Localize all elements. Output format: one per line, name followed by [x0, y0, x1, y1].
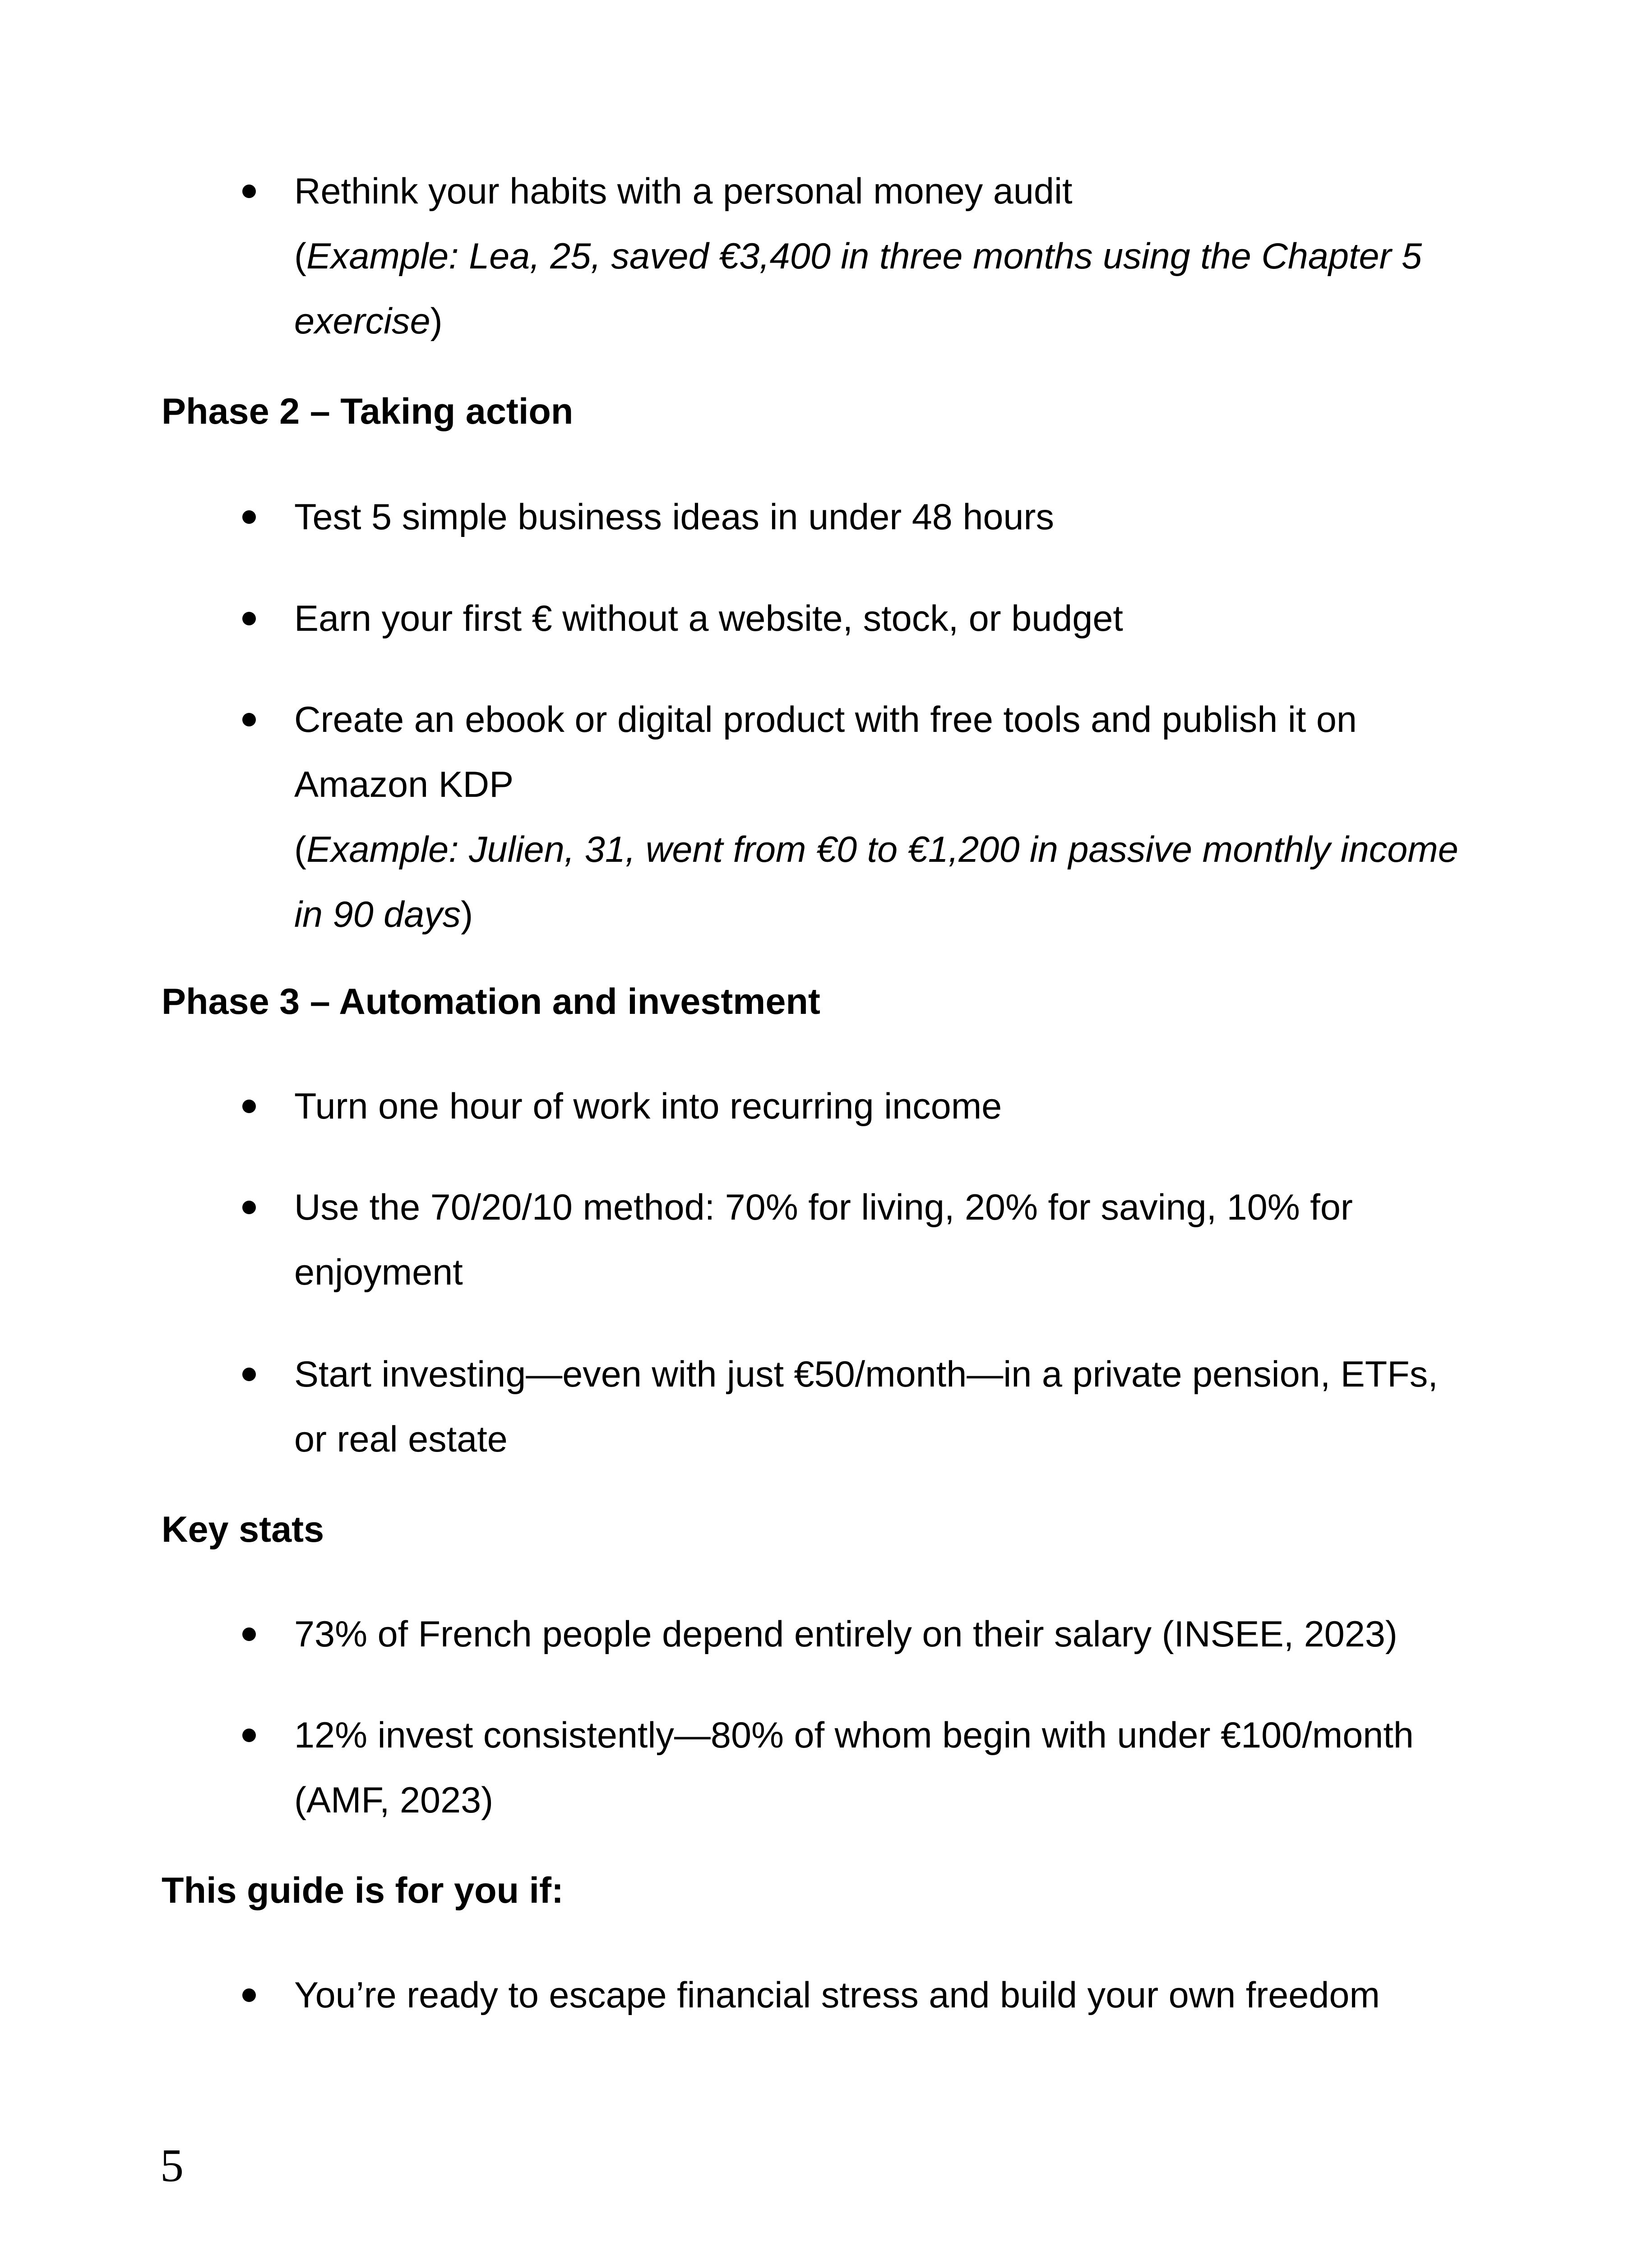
bullet-icon	[242, 185, 256, 198]
example-line-continued: exercise)	[294, 301, 443, 342]
list-item-text: Create an ebook or digital product with free tools and publish it on	[294, 699, 1357, 740]
list-item-text-continued: (AMF, 2023)	[294, 1780, 494, 1821]
bullet-icon	[242, 1100, 256, 1113]
list-item-text: Start investing—even with just €50/month—in a private pension, ETFs,	[294, 1354, 1438, 1395]
key-stats-heading: Key stats	[162, 1509, 324, 1550]
list-item-text: Test 5 simple business ideas in under 48 hours	[294, 497, 1054, 537]
phase2-heading: Phase 2 – Taking action	[162, 391, 574, 432]
list-item-text: 12% invest consistently—80% of whom begin with under €100/month	[294, 1715, 1414, 1756]
bullet-icon	[242, 1201, 256, 1214]
list-item-text: Turn one hour of work into recurring income	[294, 1086, 1002, 1127]
list-item-text-continued: enjoyment	[294, 1252, 463, 1293]
example-text-continued: in 90 days	[294, 894, 461, 935]
phase3-heading: Phase 3 – Automation and investment	[162, 981, 820, 1022]
list-item-text: 73% of French people depend entirely on their salary (INSEE, 2023)	[294, 1614, 1397, 1655]
example-text: Example: Julien, 31, went from €0 to €1,200 in passive monthly income	[306, 829, 1458, 870]
list-item-text: Use the 70/20/10 method: 70% for living, 20% for saving, 10% for	[294, 1187, 1353, 1228]
bullet-icon	[242, 1729, 256, 1742]
bullet-icon	[242, 1627, 256, 1641]
bullet-icon	[242, 612, 256, 625]
list-item-text: Rethink your habits with a personal money audit	[294, 171, 1073, 212]
bullet-icon	[242, 1368, 256, 1381]
page-number: 5	[160, 2140, 184, 2191]
bullet-icon	[242, 1988, 256, 2002]
example-text-continued: exercise	[294, 301, 430, 342]
bullet-icon	[242, 510, 256, 524]
example-line-continued: in 90 days)	[294, 894, 473, 935]
example-line: (Example: Lea, 25, saved €3,400 in three months using the Chapter 5	[294, 236, 1422, 277]
list-item-text-continued: Amazon KDP	[294, 764, 514, 805]
bullet-icon	[242, 713, 256, 726]
list-item-text: You’re ready to escape financial stress and build your own freedom	[294, 1975, 1380, 2016]
list-item-text: Earn your first € without a website, stock, or budget	[294, 598, 1123, 639]
guide-heading: This guide is for you if:	[162, 1870, 564, 1911]
list-item-text-continued: or real estate	[294, 1419, 508, 1460]
example-text: Example: Lea, 25, saved €3,400 in three months using the Chapter 5	[306, 236, 1422, 277]
example-line: (Example: Julien, 31, went from €0 to €1,200 in passive monthly income	[294, 829, 1458, 870]
